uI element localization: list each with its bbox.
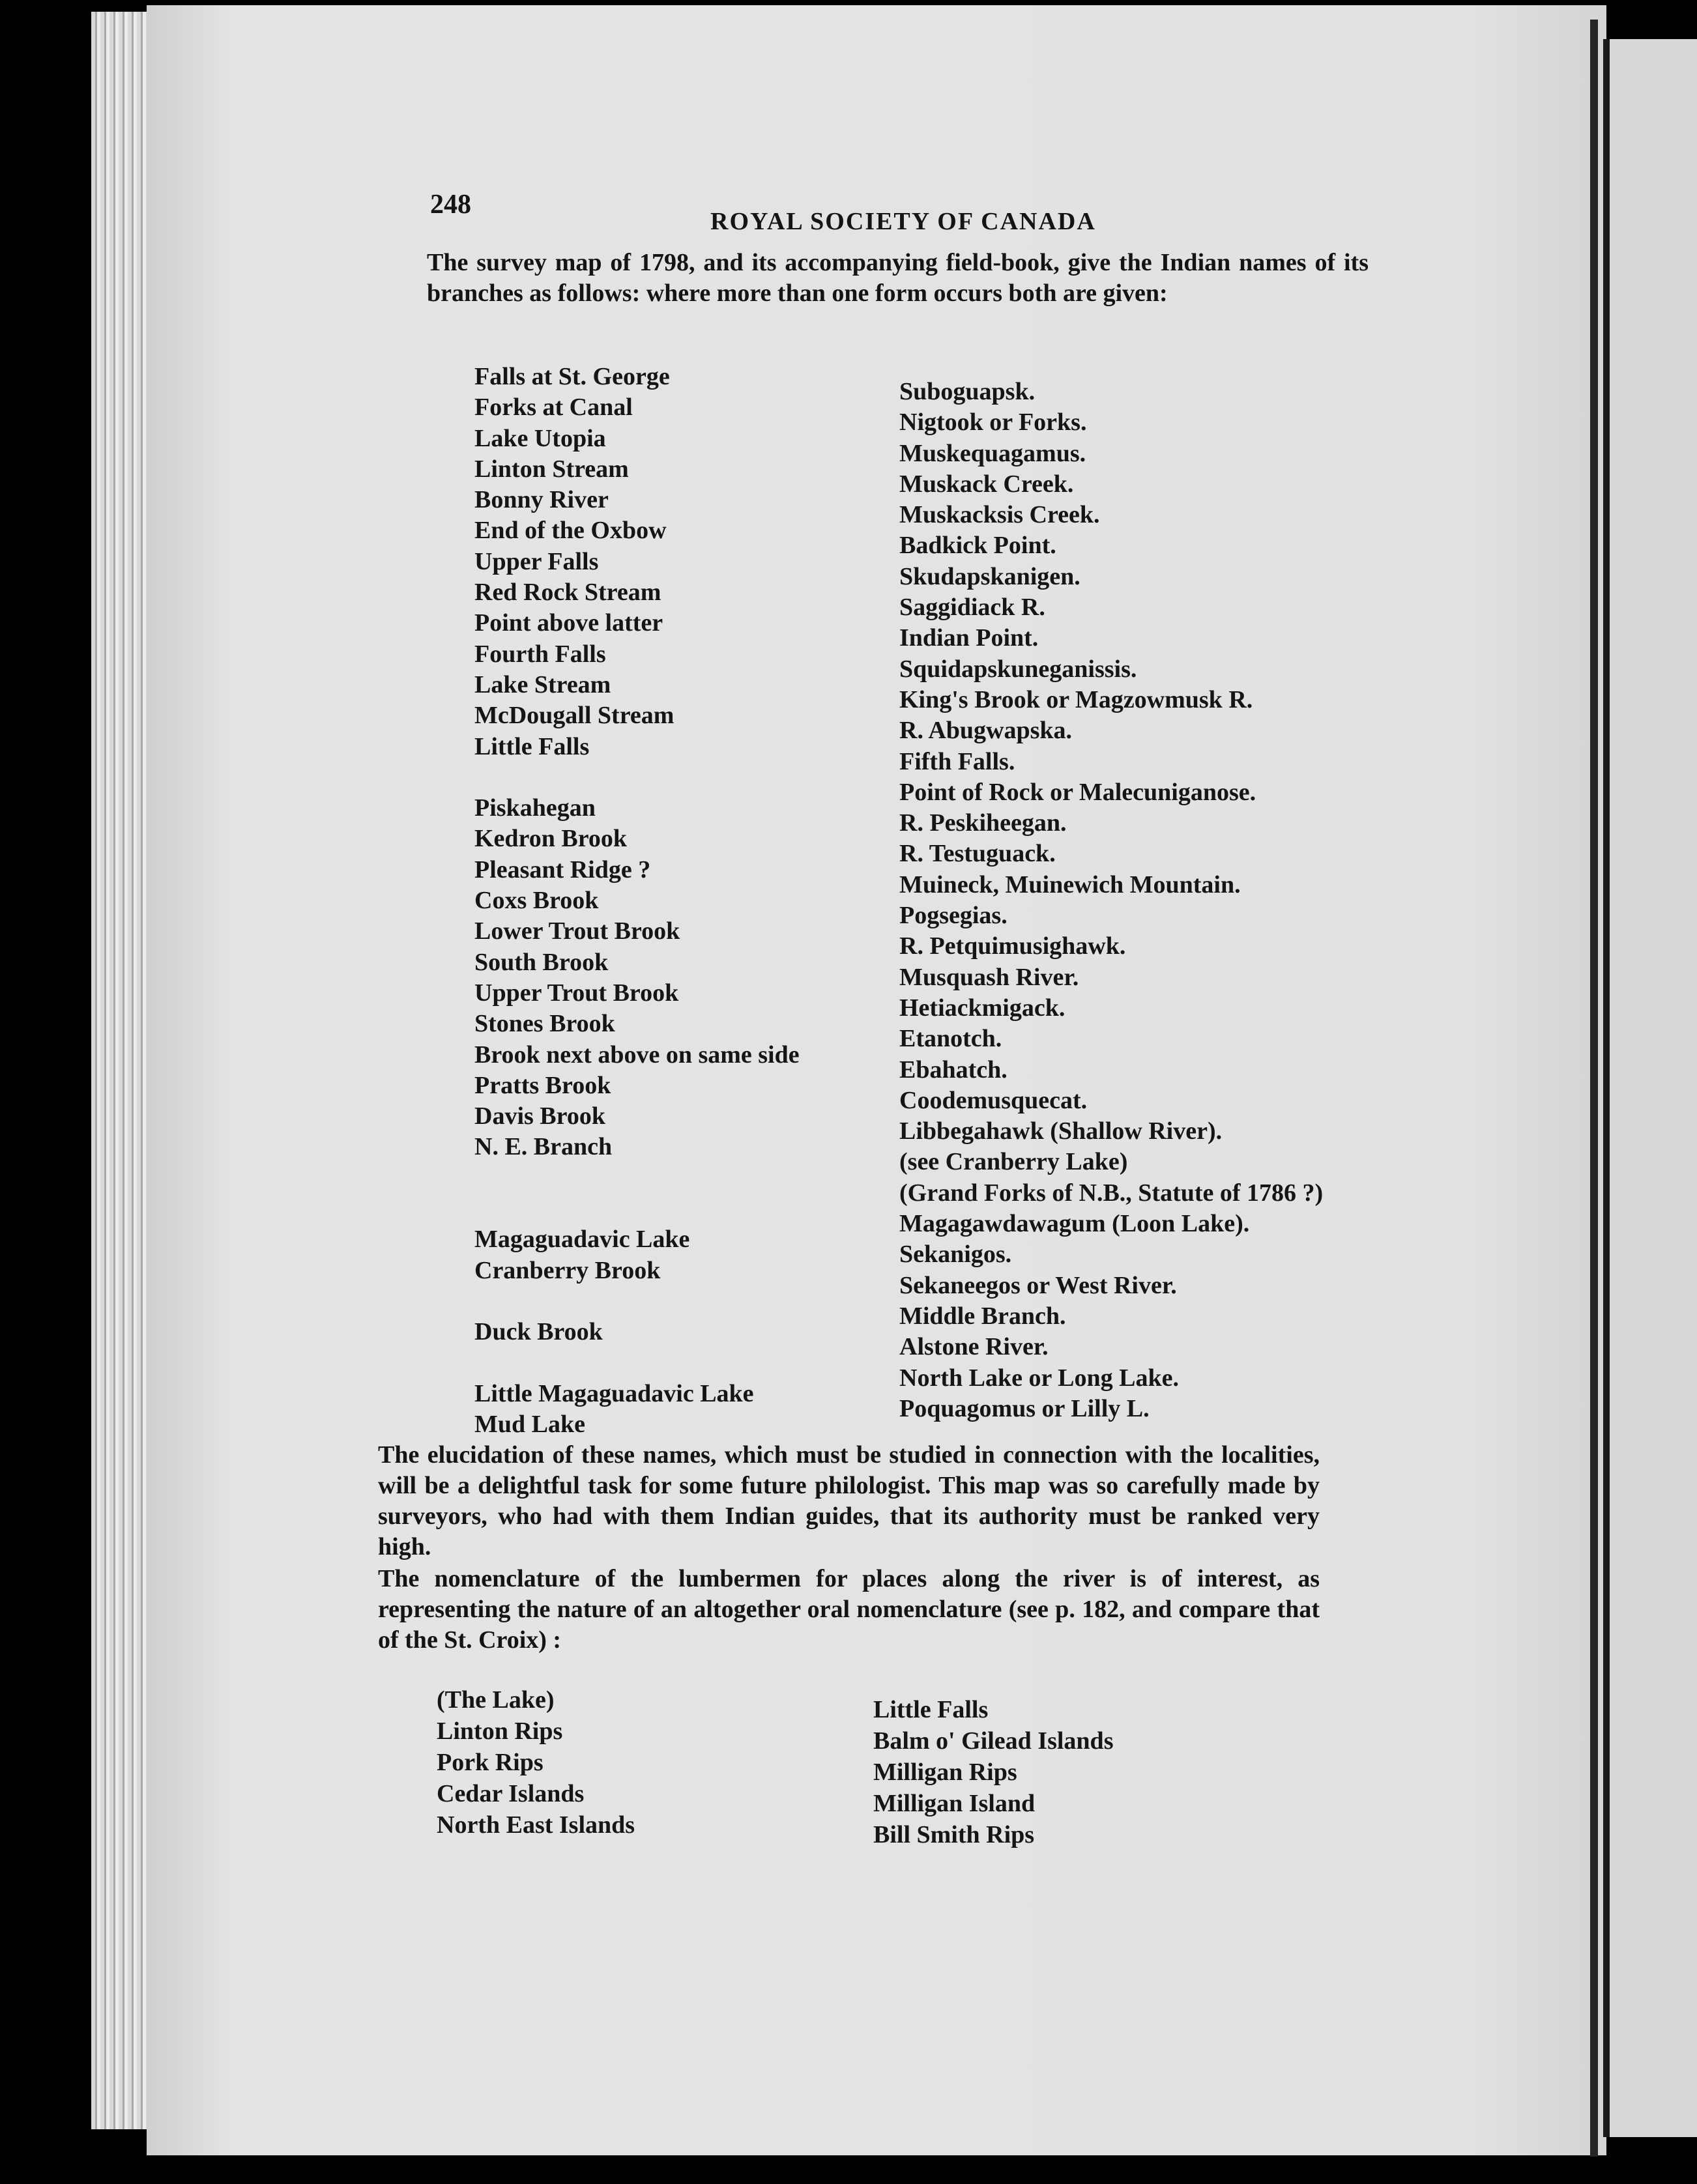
indian-place-name: (see Cranberry Lake)	[899, 1148, 1128, 1176]
english-place-name: Upper Falls	[474, 547, 599, 575]
english-place-name: Fourth Falls	[474, 640, 606, 668]
english-place-name: Forks at Canal	[474, 394, 633, 422]
indian-place-name: Squidapskuneganissis.	[899, 655, 1137, 683]
indian-place-name: Fifth Falls.	[899, 747, 1015, 775]
indian-place-name: R. Abugwapska.	[899, 717, 1073, 745]
running-title: ROYAL SOCIETY OF CANADA	[710, 208, 1096, 235]
indian-place-name: Muineck, Muinewich Mountain.	[899, 870, 1241, 898]
indian-place-name: Muskack Creek.	[899, 470, 1074, 498]
indian-place-name: North Lake or Long Lake.	[899, 1364, 1179, 1392]
indian-place-name: Badkick Point.	[899, 532, 1056, 560]
english-place-name: Little Magaguadavic Lake	[474, 1379, 754, 1407]
english-place-name: Brook next above on same side	[474, 1041, 800, 1069]
english-place-name: Little Falls	[474, 732, 590, 760]
english-place-name: Upper Trout Brook	[474, 979, 679, 1007]
english-place-name: Piskahegan	[474, 794, 596, 822]
english-place-name: Magaguadavic Lake	[474, 1226, 690, 1254]
english-place-name: Lake Utopia	[474, 424, 606, 452]
english-place-name: N. E. Branch	[474, 1133, 613, 1161]
english-place-name: Mud Lake	[474, 1411, 585, 1439]
facing-page-edge	[1603, 39, 1697, 2137]
english-place-name	[474, 1286, 800, 1317]
indian-place-name: Muskequagamus.	[899, 439, 1086, 467]
english-place-name: Pleasant Ridge ?	[474, 855, 651, 884]
lumbermen-place-name: North East Islands	[437, 1811, 635, 1839]
lumbermen-paragraph: The nomenclature of the lumbermen for places along the river is of interest, as representing the nature of an altogether oral nomenclature (see p. 182, and compare that of the St. Croix) :	[378, 1565, 1320, 1654]
english-place-name: South Brook	[474, 948, 609, 976]
indian-place-name: (Grand Forks of N.B., Statute of 1786 ?)	[899, 1179, 1324, 1207]
indian-place-name: Middle Branch.	[899, 1302, 1066, 1330]
lumbermen-place-name: Milligan Rips	[873, 1759, 1017, 1786]
indian-place-name: Coodemusquecat.	[899, 1086, 1088, 1114]
indian-place-name: Nigtook or Forks.	[899, 409, 1087, 437]
indian-place-name: Etanotch.	[899, 1025, 1002, 1053]
lumbermen-place-name: Milligan Island	[873, 1790, 1036, 1817]
indian-place-name: Alstone River.	[899, 1333, 1049, 1361]
indian-place-name: Libbegahawk (Shallow River).	[899, 1117, 1223, 1145]
book-page-edges	[91, 12, 150, 2129]
english-place-name: Stones Brook	[474, 1010, 615, 1038]
indian-place-name: R. Petquimusighawk.	[899, 932, 1126, 960]
english-place-name: Linton Stream	[474, 455, 629, 483]
english-place-name	[474, 1163, 800, 1194]
book-spine	[1590, 20, 1598, 2157]
lumbermen-place-name: Bill Smith Rips	[873, 1821, 1035, 1848]
english-place-name: Pratts Brook	[474, 1071, 611, 1099]
indian-place-name: Saggidiack R.	[899, 594, 1045, 622]
english-place-name: Falls at St. George	[474, 363, 670, 390]
page-number: 248	[430, 190, 471, 220]
indian-place-name: Hetiackmigack.	[899, 994, 1066, 1022]
english-place-name: Duck Brook	[474, 1318, 603, 1346]
indian-place-name: King's Brook or Magzowmusk R.	[899, 685, 1253, 713]
indian-place-name: Skudapskanigen.	[899, 562, 1081, 590]
english-place-name: Kedron Brook	[474, 825, 628, 853]
english-place-name: Cranberry Brook	[474, 1256, 661, 1284]
indian-place-name: Pogsegias.	[899, 902, 1008, 930]
indian-place-name: Poquagomus or Lilly L.	[899, 1394, 1150, 1422]
survey-names-english-list	[474, 362, 800, 1440]
lumbermen-place-name: Balm o' Gilead Islands	[873, 1727, 1114, 1755]
indian-place-name: R. Testuguack.	[899, 840, 1056, 868]
lumbermen-names-right-list	[873, 1694, 1113, 1850]
lumbermen-place-name: (The Lake)	[437, 1686, 555, 1714]
lumbermen-place-name: Linton Rips	[437, 1717, 563, 1745]
indian-place-name: Muskacksis Creek.	[899, 501, 1100, 529]
elucidation-paragraph: The elucidation of these names, which must be studied in connection with the localities, will be a delightful task for some future philologist. This map was so carefully made by surveyors, who had with them Indian guides, that its authority must be ranked very high.	[378, 1441, 1320, 1560]
indian-place-name: Point of Rock or Malecuniganose.	[899, 778, 1256, 806]
indian-place-name: R. Peskiheegan.	[899, 809, 1067, 837]
indian-place-name: Indian Point.	[899, 624, 1039, 652]
english-place-name: Red Rock Stream	[474, 579, 661, 607]
english-place-name	[474, 762, 800, 793]
english-place-name	[474, 1194, 800, 1224]
lumbermen-place-name: Little Falls	[873, 1696, 989, 1723]
english-place-name: End of the Oxbow	[474, 517, 667, 545]
english-place-name	[474, 1348, 800, 1379]
english-place-name: Lower Trout Brook	[474, 917, 680, 945]
english-place-name: Bonny River	[474, 486, 609, 514]
english-place-name: Lake Stream	[474, 670, 611, 698]
lumbermen-names-left-list	[437, 1684, 635, 1841]
indian-place-name: Musquash River.	[899, 963, 1079, 991]
english-place-name: McDougall Stream	[474, 702, 674, 730]
english-place-name: Coxs Brook	[474, 887, 599, 915]
english-place-name: Point above latter	[474, 609, 663, 637]
indian-place-name: Ebahatch.	[899, 1056, 1008, 1084]
lumbermen-place-name: Pork Rips	[437, 1749, 544, 1776]
intro-paragraph: The survey map of 1798, and its accompanying field-book, give the Indian names of its branches as follows: where more than one form occurs both are given:	[427, 249, 1369, 307]
indian-place-name: Sekanigos.	[899, 1241, 1012, 1269]
lumbermen-place-name: Cedar Islands	[437, 1780, 585, 1807]
indian-place-name: Suboguapsk.	[899, 378, 1036, 405]
english-place-name: Davis Brook	[474, 1102, 605, 1130]
survey-names-indian-list	[899, 377, 1323, 1424]
indian-place-name: Sekaneegos or West River.	[899, 1271, 1177, 1299]
indian-place-name: Magagawdawagum (Loon Lake).	[899, 1210, 1250, 1238]
